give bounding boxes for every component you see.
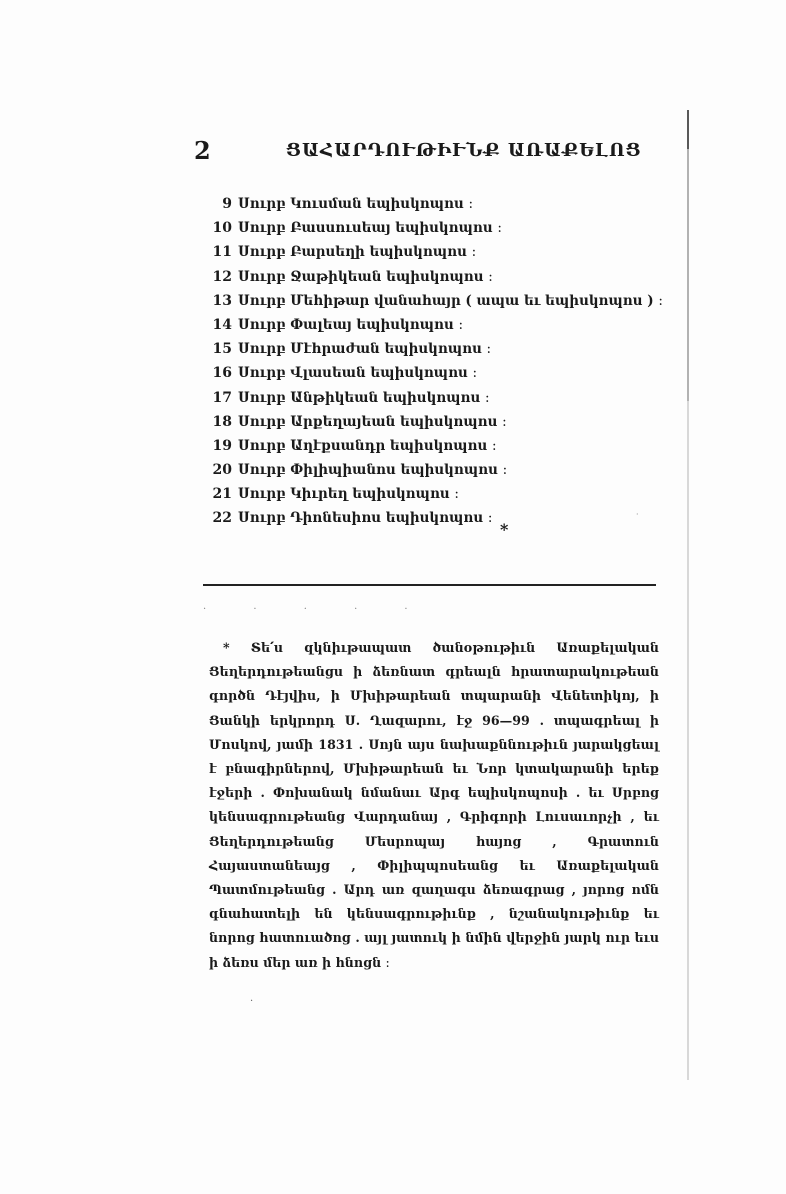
stray-mark: · [250, 996, 254, 1007]
list-item-text: Սուրբ Փիլիպիանոս եպիսկոպոս ։ [238, 462, 508, 479]
footnote-text: * Տե՛ս զկնիւթապատ ծանօթութիւն Առաքելական Ցեղերդութեանցս ի ձեռնատ գրեալն հրատարակութեան գործն Դէյվիս, ի Մխիթարեան տպարանի Վենետիկոյ, ի Ցանկի երկրորդ Ս. Ղազարու, էջ 96—99 . տպագրեալ ի Մոսկով, յամի 1831 . Սոյն այս նախաքննութիւն յարակցեալ է բնագիրներով, Մխիթարեան եւ Նոր կտակարանի երեք էջերի . Փոխանակ նմանաւ Արգ եպիսկոպոսի . եւ Սրբոց կենսագրութեանց Վարդանայ , Գրիգորի Լուսաւորչի , եւ Ցեղերդութեանց Մեսրոպայ հայոց , Գրատուն Հայաստանեայց , Փիլիպպոսեանց եւ Առաքելական Պատմութեանց . Արդ առ զաղագս ձեռագրաց , յորոց ոմն գնահատելի են կենսագրութիւնք , նշանակութիւնք եւ նորոց հատուածոց . այլ յատուկ ի նմին վերջին յարկ ուր եւս ի ձեռս մեր առ ի հնոցն ։ [209, 640, 659, 970]
list-item-number: 17 [212, 389, 232, 406]
list-item-text: Սուրբ Կուսման եպիսկոպոս ։ [238, 196, 474, 212]
list-item-number: 13 [212, 292, 232, 309]
page-edge-rule [687, 110, 689, 1080]
list-item [206, 361, 646, 385]
list-item-number: 14 [212, 316, 232, 333]
list-item-text: Սուրբ Արքեղայեան եպիսկոպոս ։ [238, 413, 507, 430]
page-number: 2 [194, 136, 211, 165]
list-item [206, 289, 663, 313]
list-item-text: Սուրբ Վլասեան եպիսկոպոս ։ [238, 365, 478, 382]
footnote-marker: * [500, 520, 509, 539]
list-item-number: 15 [212, 341, 232, 358]
list-item-text: Սուրբ Դիոնեսիոս եպիսկոպոս ։ [238, 510, 493, 527]
list-item [206, 506, 646, 530]
list-item-text: Սուրբ Աղէքսանդր եպիսկոպոս ։ [238, 437, 497, 454]
list-item-text: Սուրբ Մեհիթար վանահայր ( ապա եւ եպիսկոպոս ) ։ [238, 292, 663, 309]
list-item-text: Սուրբ Կիւրեղ եպիսկոպոս ։ [238, 486, 459, 503]
list-item-number: 11 [212, 244, 232, 261]
list-item-number: 22 [212, 510, 232, 527]
list-item-number: 16 [212, 365, 232, 382]
stray-mark: · [636, 510, 639, 519]
list-item-text: Սուրբ Մէհրաժան եպիսկոպոս ։ [238, 341, 492, 358]
list-item-text: Սուրբ Անթիկեան եպիսկոպոս ։ [238, 389, 490, 406]
list-item-number: 10 [212, 220, 232, 237]
list-item [206, 216, 646, 240]
running-header [194, 136, 642, 170]
print-specks: · · · · · [203, 604, 430, 615]
list-item-number: 18 [212, 413, 232, 430]
running-title: ՑԱՀԱՐԴՈՒԹԻՒՆՔ ԱՌԱՔԵԼՈՑ [286, 140, 642, 161]
list-item [206, 386, 646, 410]
list-item-number: 21 [212, 486, 232, 503]
list-item-number: 20 [212, 462, 232, 479]
list-item [206, 434, 646, 458]
list-item [206, 482, 646, 506]
footnote-divider [203, 584, 656, 586]
list-item-number: 12 [212, 268, 232, 285]
list-item-number: 9 [222, 196, 232, 212]
saints-list [206, 192, 663, 531]
list-item [206, 313, 646, 337]
list-item-text: Սուրբ Փալեայ եպիսկոպոս ։ [238, 316, 464, 333]
list-item-text: Սուրբ Ջաթիկեան եպիսկոպոս ։ [238, 268, 493, 285]
list-item [206, 337, 646, 361]
list-item-text: Սուրբ Բարսեղի եպիսկոպոս ։ [238, 244, 477, 261]
list-item-number: 19 [212, 437, 232, 454]
list-item [206, 458, 646, 482]
list-item [206, 240, 646, 264]
list-item [206, 265, 646, 289]
list-item-text: Սուրբ Բասսուսեայ եպիսկոպոս ։ [238, 220, 502, 237]
list-item [206, 192, 646, 216]
list-item [206, 410, 646, 434]
